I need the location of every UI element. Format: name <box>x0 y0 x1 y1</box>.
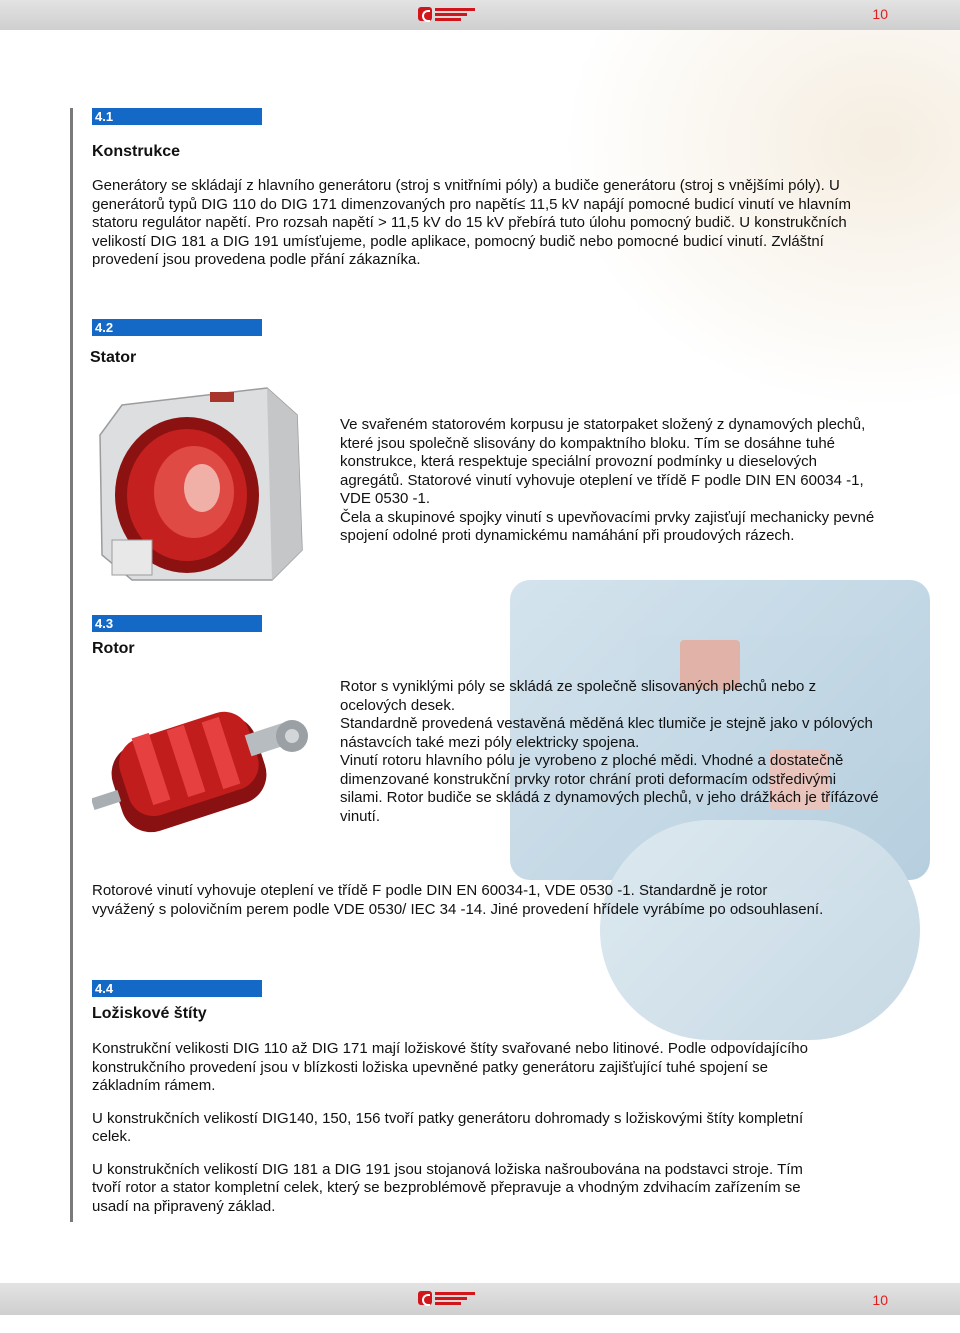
section-title-konstrukce: Konstrukce <box>92 143 181 160</box>
page-number: 10 <box>872 6 888 22</box>
section-4-1-text <box>92 177 862 270</box>
paragraph: Generátory se skládají z hlavního generátoru (stroj s vnitřními póly) a budiče generátoru (stroj s vnějšími póly). U generátorů typů DIG 110 do DIG 171 dimenzovaných pro napětí≤ 11,5 kV napájí pomocné budicí vinutí ve hlavním statoru regulátor napětí. Pro rozsah napětí > 11,5 kV do 15 kV přebírá tuto úlohu pomocný budič. U konstrukčních velikostí DIG 181 a DIG 191 umísťujeme, podle aplikace, pomocný budič nebo pomocné budicí vinutí. Zvláštní provedení jsou provedena podle přání zákazníka. <box>92 177 851 268</box>
section-4-2-text <box>340 416 880 546</box>
stator-photo <box>92 380 312 585</box>
rotor-photo <box>92 684 314 840</box>
paragraph: Rotor s vyniklými póly se skládá ze společně slisovaných plechů nebo z ocelových desek. <box>340 678 817 714</box>
section-number-4-1: 4.1 <box>92 108 262 125</box>
section-4-4-text <box>92 1040 832 1216</box>
paragraph: Rotorové vinutí vyhovuje oteplení ve třídě F podle DIN EN 60034-1, VDE 0530 -1. Standardně je rotor vyvážený s polovičním perem podle VDE 0530/ IEC 34 -14. Jiné provedení hřídele vyrábíme po odsouhlasení. <box>92 882 824 918</box>
company-logo <box>418 1291 478 1307</box>
logo-mark-icon <box>418 1291 432 1305</box>
paragraph: U konstrukčních velikostí DIG 181 a DIG 191 jsou stojanová ložiska našroubována na podstavci stroje. Tím tvoří rotor a stator kompletní celek, který se bezproblémově přepravuje a vhodným zdvihacím zařízením se usadí na připravený základ. <box>92 1160 803 1215</box>
section-number-4-4: 4.4 <box>92 980 262 997</box>
left-margin-rule <box>70 108 73 1222</box>
logo-mark-icon <box>418 7 432 21</box>
paragraph: Ve svařeném statorovém korpusu je statorpaket složený z dynamových plechů, které jsou společně slisovány do kompaktního bloku. Tím se dosáhne tuhé konstrukce, která respektuje speciální provozní podmínky u dieselových agregátů. Statorové vinutí vyhovuje oteplení ve třídě F podle DIN EN 60034 -1, VDE 0530 -1. <box>340 416 866 507</box>
section-title-rotor: Rotor <box>92 640 135 657</box>
logo-wordmark <box>435 8 475 20</box>
section-number-4-3: 4.3 <box>92 615 262 632</box>
section-title-stator: Stator <box>90 349 137 366</box>
company-logo <box>418 7 478 23</box>
page-header <box>0 0 960 30</box>
paragraph: Vinutí rotoru hlavního pólu je vyrobeno z ploché mědi. Vhodné a dostatečně dimenzované konstrukční prvky rotor chrání proti deformacím odstředivými silami. Rotor budiče se skládá z dynamových plechů, v jeho drážkách je třífázové vinutí. <box>340 752 879 825</box>
paragraph: Čela a skupinové spojky vinutí s upevňovacími prvky zajisťují mechanicky pevné spojení odolné proti dynamickému namáhání při proudových rázech. <box>340 508 875 544</box>
paragraph: U konstrukčních velikostí DIG140, 150, 156 tvoří patky generátoru dohromady s ložiskovými štíty kompletní celek. <box>92 1109 804 1145</box>
page-footer <box>0 1283 960 1315</box>
logo-wordmark <box>435 1292 475 1304</box>
section-number-4-2: 4.2 <box>92 319 262 336</box>
section-4-3-text <box>340 678 880 826</box>
paragraph: Standardně provedená vestavěná měděná klec tlumiče je stejně jako v pólových nástavcích také mezi póly elektricky spojena. <box>340 715 873 751</box>
paragraph: Konstrukční velikosti DIG 110 až DIG 171 mají ložiskové štíty svařované nebo litinové. Podle odpovídajícího konstrukčního provedení jsou v blízkosti ložiska upevněné patky generátoru zajišťující tuhé spojení se základním rámem. <box>92 1040 808 1094</box>
page-number: 10 <box>872 1292 888 1308</box>
section-4-3-after-text <box>92 882 832 919</box>
section-title-loziskove-stity: Ložiskové štíty <box>92 1005 207 1022</box>
